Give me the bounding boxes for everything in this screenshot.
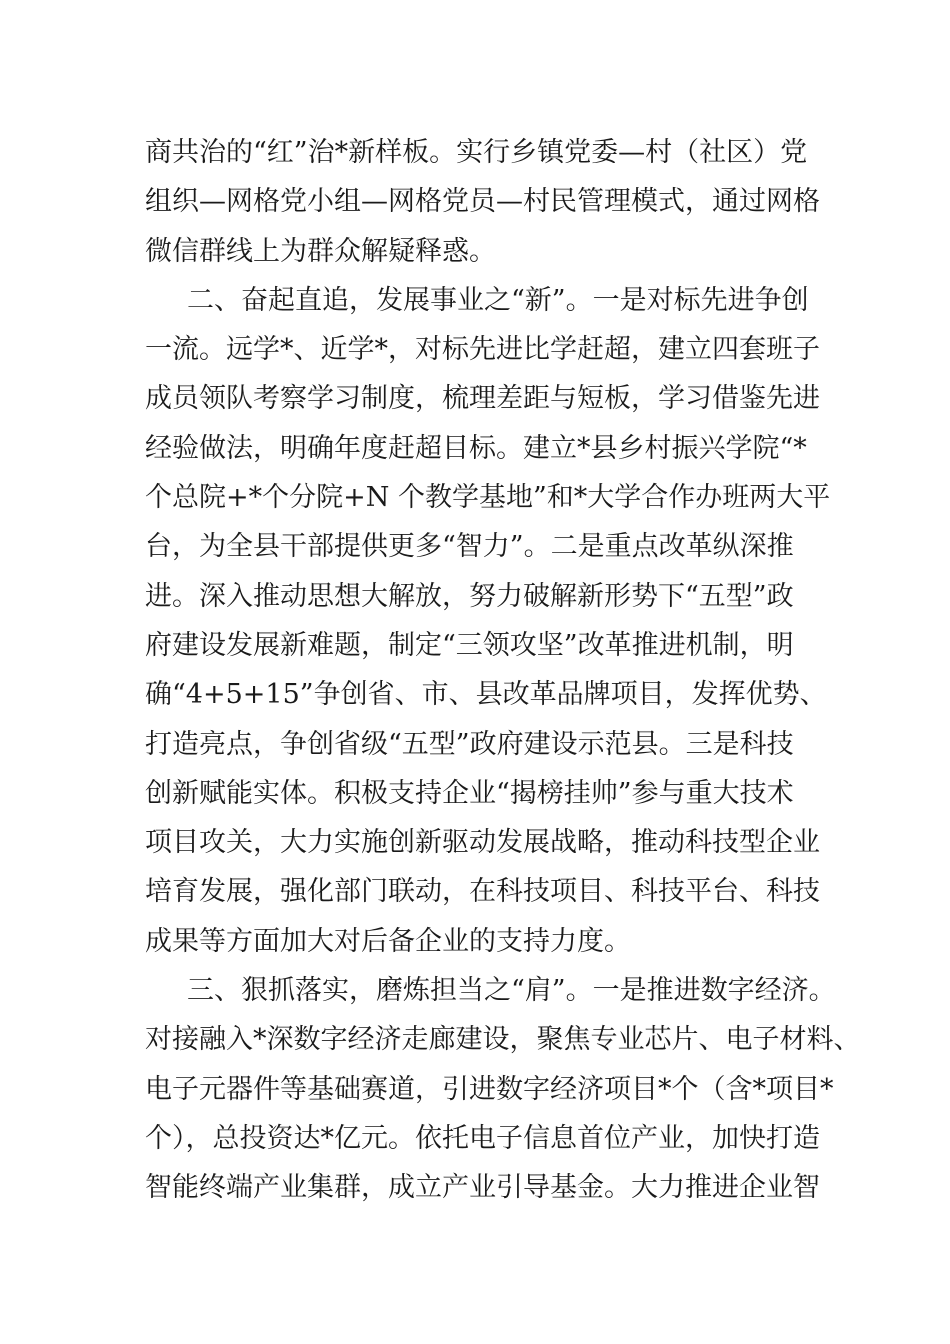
text-line: 个总院+*个分院+N 个教学基地”和*大学合作办班两大平 [145,482,831,514]
text-line: 府建设发展新难题，制定“三领攻坚”改革推进机制，明 [145,629,794,661]
text-line: 成果等方面加大对后备企业的支持力度。 [145,925,631,957]
text-line: 进。深入推动思想大解放，努力破解新形势下“五型”政 [145,580,794,612]
paragraph-start-line: 三、狠抓落实，磨炼担当之“肩”。一是推进数字经济。 [187,975,836,1007]
text-line: 组织—网格党小组—网格党员—村民管理模式，通过网格 [145,186,820,218]
text-line: 商共治的“红”治*新样板。实行乡镇党委—村（社区）党 [145,137,808,168]
text-line: 创新赋能实体。积极支持企业“揭榜挂帅”参与重大技术 [145,777,794,809]
text-line: 个），总投资达*亿元。依托电子信息首位产业，加快打造 [145,1122,820,1154]
text-line: 智能终端产业集群，成立产业引导基金。大力推进企业智 [145,1172,820,1204]
text-line: 成员领队考察学习制度，梳理差距与短板，学习借鉴先进 [145,383,820,415]
paragraph-start-line: 二、奋起直追，发展事业之“新”。一是对标先进争创 [187,284,809,316]
text-line: 打造亮点，争创省级“五型”政府建设示范县。三是科技 [145,728,794,760]
text-line: 确“4+5+15”争创省、市、县改革品牌项目，发挥优势、 [145,679,827,711]
text-line: 电子元器件等基础赛道，引进数字经济项目*个（含*项目* [145,1073,834,1105]
text-line: 培育发展，强化部门联动，在科技项目、科技平台、科技 [145,876,820,908]
text-line: 一流。远学*、近学*，对标先进比学赶超，建立四套班子 [145,334,820,366]
text-line: 项目攻关，大力实施创新驱动发展战略，推动科技型企业 [145,827,820,859]
text-line: 微信群线上为群众解疑释惑。 [145,235,496,267]
text-line: 经验做法，明确年度赶超目标。建立*县乡村振兴学院“* [145,432,807,464]
text-line: 对接融入*深数字经济走廊建设，聚焦专业芯片、电子材料、 [145,1024,861,1056]
text-line: 台，为全县干部提供更多“智力”。二是重点改革纵深推 [145,531,794,563]
document-body [145,128,861,1213]
